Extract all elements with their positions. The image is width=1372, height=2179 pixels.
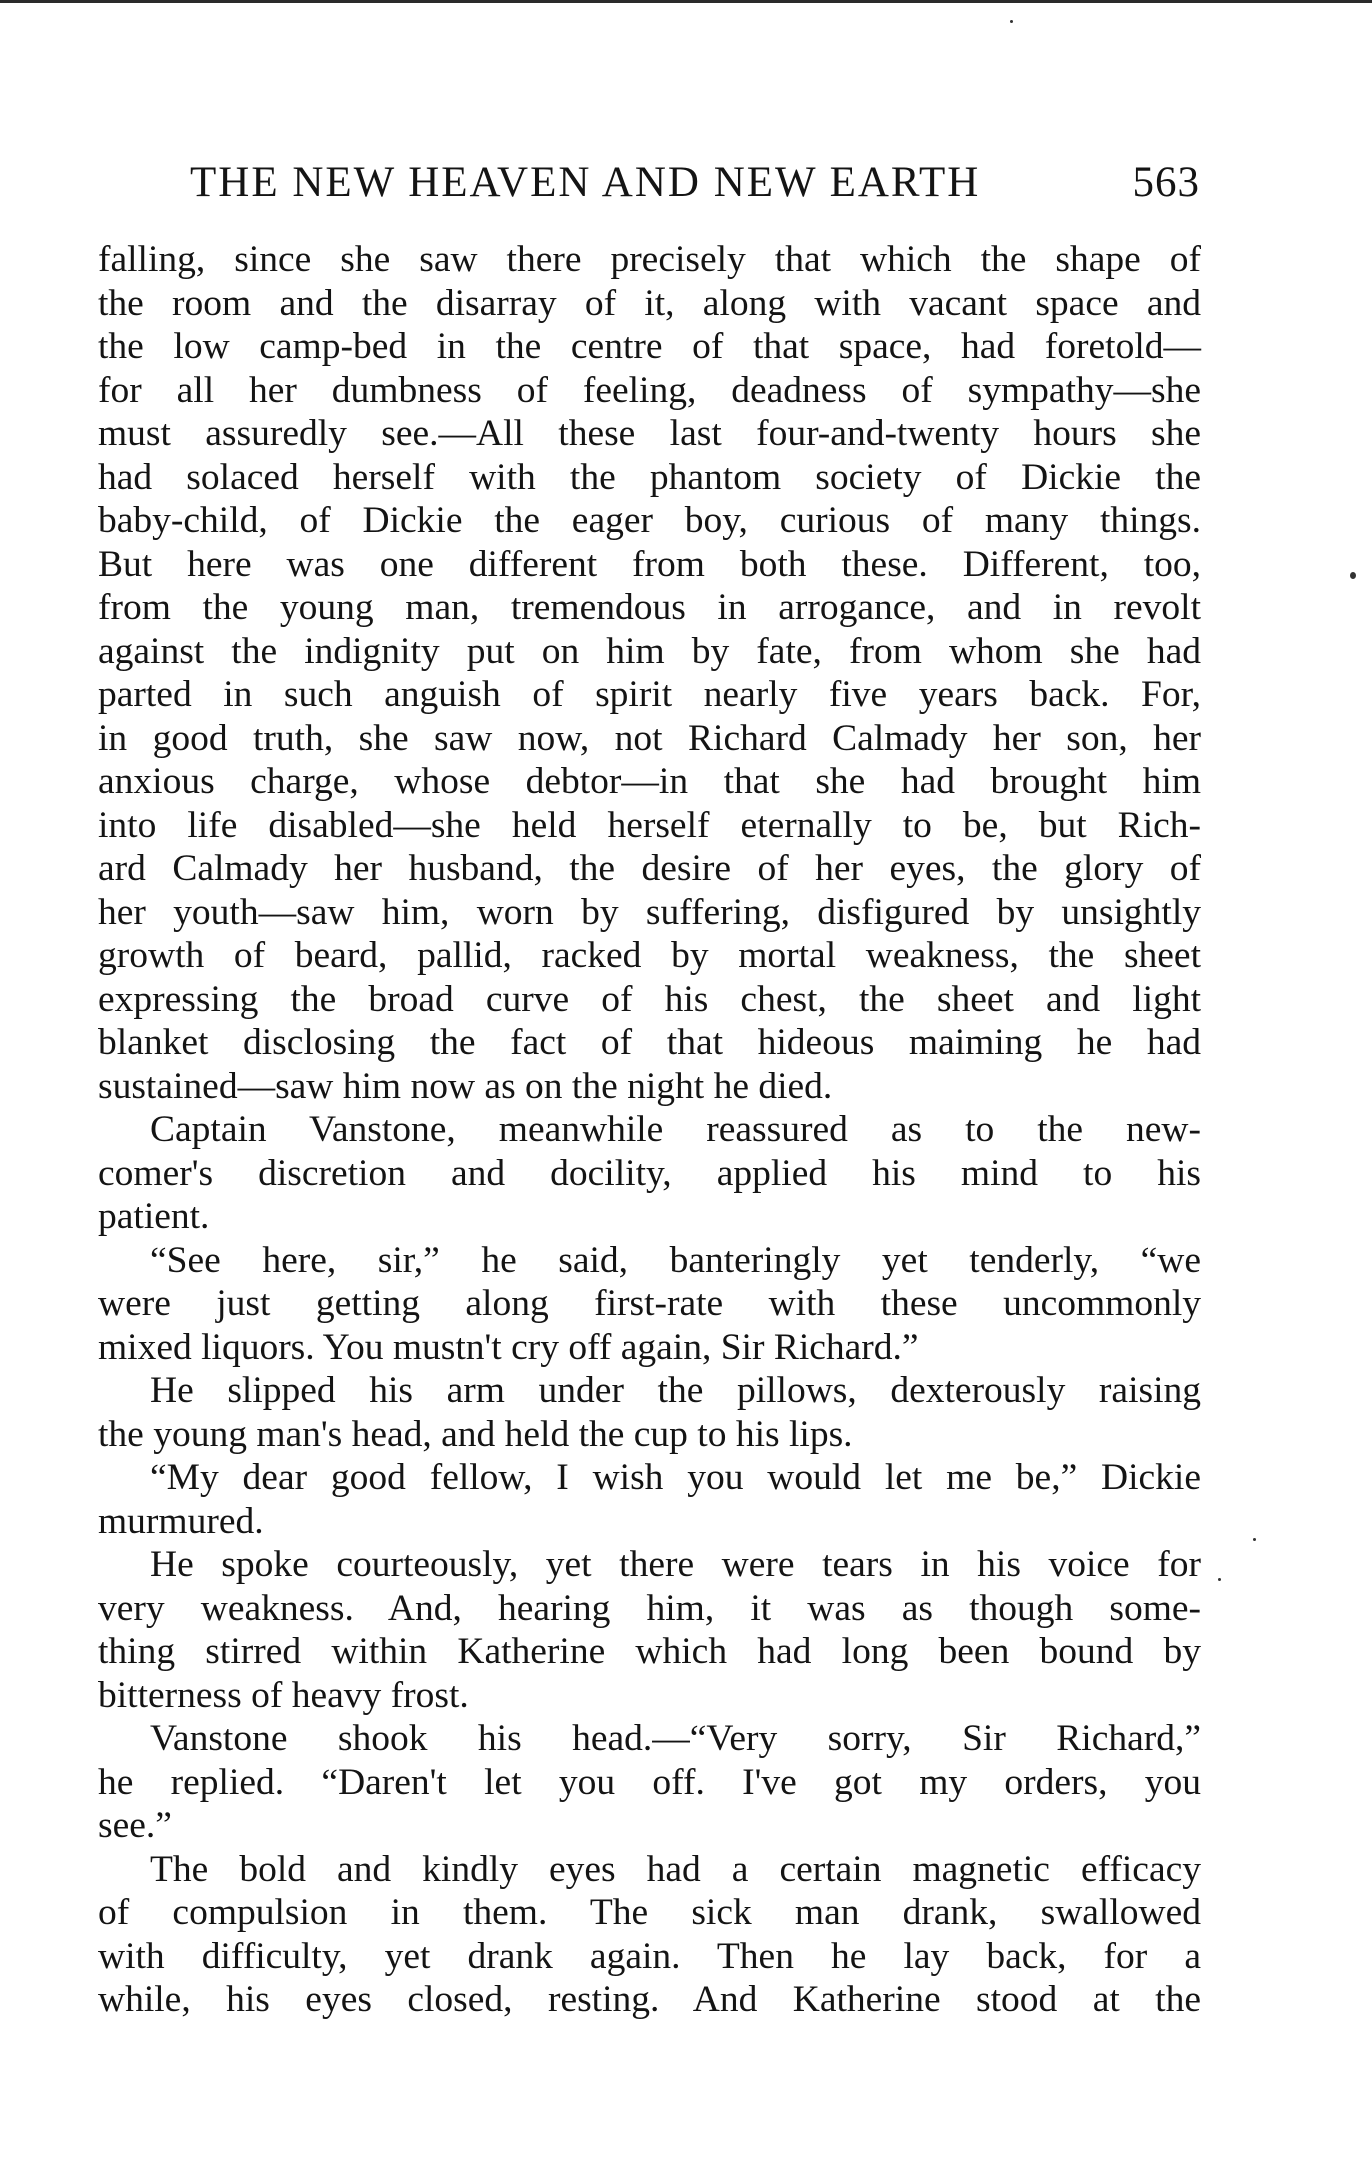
text-line: comer's discretion and docility, applied his mind to his [98, 1152, 1201, 1194]
text-line: “See here, sir,” he said, banteringly yet tenderly, “we [150, 1239, 1201, 1281]
text-line: baby-child, of Dickie the eager boy, curious of many things. [98, 500, 1201, 541]
paragraph [98, 1369, 1201, 1456]
ink-speck [1218, 1578, 1221, 1581]
text-line: But here was one different from both these. Different, too, [98, 543, 1201, 585]
text-line: for all her dumbness of feeling, deadness of sympathy—she [98, 369, 1201, 411]
text-line: her youth—saw him, worn by suffering, disfigured by unsightly [98, 891, 1201, 933]
text-line: He slipped his arm under the pillows, dexterously raising [150, 1370, 1201, 1411]
paragraph [98, 1543, 1201, 1717]
text-line: Captain Vanstone, meanwhile reassured as to the new- [150, 1109, 1201, 1150]
text-line: blanket disclosing the fact of that hideous maiming he had [98, 1022, 1201, 1063]
ink-speck [1350, 572, 1356, 579]
text-line: with difficulty, yet drank again. Then he lay back, for a [98, 1935, 1201, 1977]
body-text [98, 238, 1201, 2022]
text-line: in good truth, she saw now, not Richard Calmady her son, her [98, 717, 1201, 759]
text-line: the low camp-bed in the centre of that space, had foretold— [98, 326, 1201, 367]
text-line: murmured. [98, 1500, 264, 1542]
text-line: Vanstone shook his head.—“Very sorry, Sir Richard,” [150, 1718, 1201, 1759]
text-line: falling, since she saw there precisely that which the shape of [98, 239, 1201, 280]
text-line: while, his eyes closed, resting. And Katherine stood at the [98, 1979, 1201, 2020]
paragraph [98, 1456, 1201, 1543]
text-line: The bold and kindly eyes had a certain magnetic efficacy [150, 1848, 1201, 1890]
text-line: were just getting along first-rate with these uncommonly [98, 1283, 1201, 1324]
ink-speck [1253, 1538, 1256, 1541]
top-border-rule [0, 0, 1372, 3]
text-line: parted in such anguish of spirit nearly five years back. For, [98, 674, 1201, 715]
paragraph [98, 238, 1201, 1108]
text-line: patient. [98, 1196, 210, 1237]
text-line: anxious charge, whose debtor—in that she had brought him [98, 761, 1201, 802]
text-line: sustained—saw him now as on the night he died. [98, 1065, 833, 1107]
text-line: bitterness of heavy frost. [98, 1674, 469, 1716]
paragraph [98, 1239, 1201, 1370]
text-line: into life disabled—she held herself eternally to be, but Rich- [98, 804, 1201, 846]
text-line: of compulsion in them. The sick man drank, swallowed [98, 1892, 1201, 1933]
text-line: mixed liquors. You mustn't cry off again, Sir Richard.” [98, 1326, 919, 1368]
paragraph [98, 1848, 1201, 2022]
page-header [180, 158, 1200, 218]
text-line: “My dear good fellow, I wish you would let me be,” Dickie [150, 1457, 1201, 1498]
text-line: from the young man, tremendous in arrogance, and in revolt [98, 587, 1201, 628]
text-line: against the indignity put on him by fate, from whom she had [98, 630, 1201, 672]
text-line: the young man's head, and held the cup to his lips. [98, 1413, 853, 1455]
text-line: ard Calmady her husband, the desire of her eyes, the glory of [98, 848, 1201, 889]
paragraph [98, 1717, 1201, 1848]
text-line: see.” [98, 1805, 172, 1846]
text-line: thing stirred within Katherine which had long been bound by [98, 1631, 1201, 1672]
text-line: he replied. “Daren't let you off. I've got my orders, you [98, 1761, 1201, 1803]
text-line: He spoke courteously, yet there were tears in his voice for [150, 1544, 1201, 1585]
text-line: had solaced herself with the phantom society of Dickie the [98, 456, 1201, 498]
text-line: growth of beard, pallid, racked by mortal weakness, the sheet [98, 935, 1201, 976]
text-line: expressing the broad curve of his chest, the sheet and light [98, 978, 1201, 1020]
page-number: 563 [1132, 159, 1200, 206]
text-line: the room and the disarray of it, along with vacant space and [98, 282, 1201, 324]
ink-speck [1010, 20, 1013, 23]
paragraph [98, 1108, 1201, 1239]
text-line: must assuredly see.—All these last four-and-twenty hours she [98, 413, 1201, 454]
running-title: THE NEW HEAVEN AND NEW EARTH [190, 159, 981, 206]
text-line: very weakness. And, hearing him, it was as though some- [98, 1587, 1201, 1629]
